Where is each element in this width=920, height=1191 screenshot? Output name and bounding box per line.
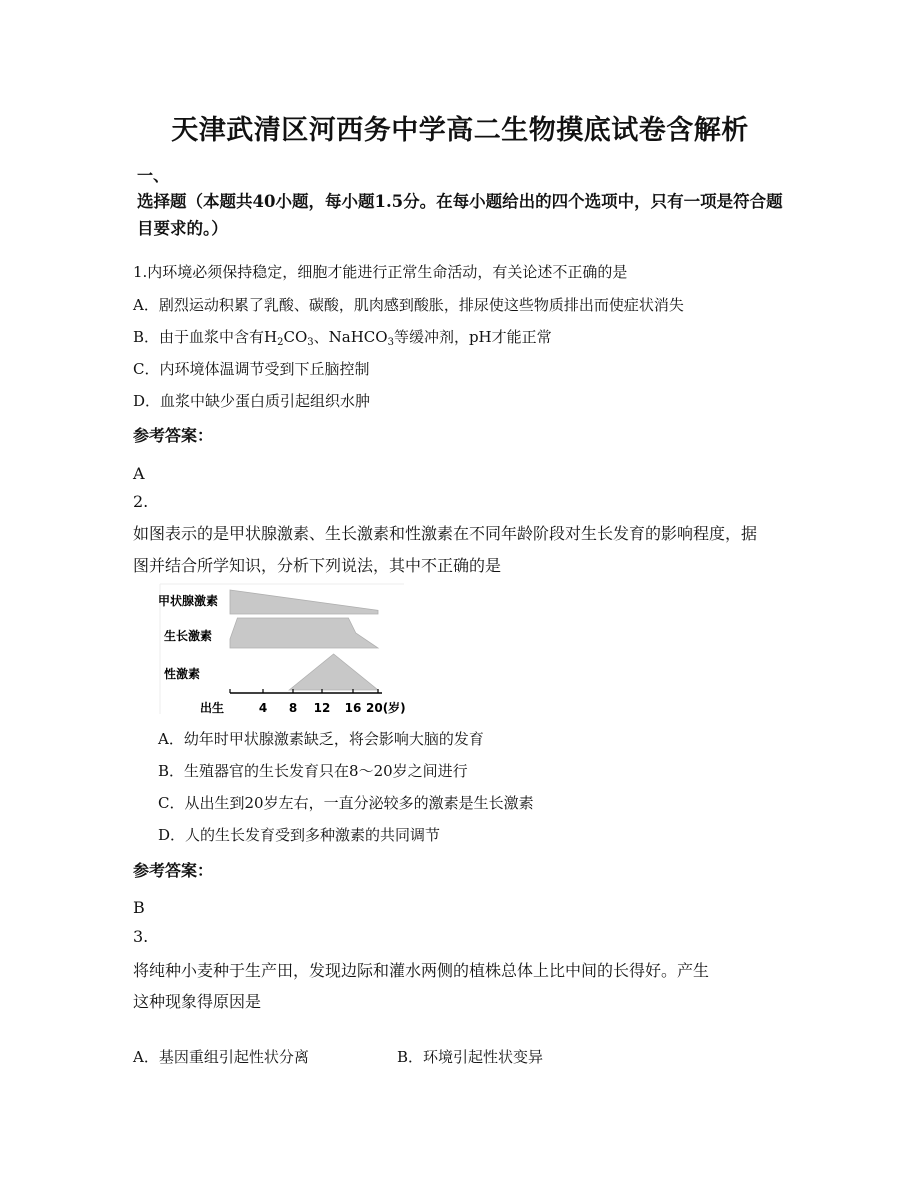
series-label: 甲状腺激素 xyxy=(158,594,219,608)
q3-option-b: B．环境引起性状变异 xyxy=(397,1048,544,1066)
q2-stem-line2: 图并结合所学知识，分析下列说法，其中不正确的是 xyxy=(133,556,502,575)
q1-option-b xyxy=(133,326,552,348)
x-tick-label: 12 xyxy=(313,701,331,715)
area-thyroid-hormone xyxy=(230,590,378,614)
x-tick-label: 8 xyxy=(288,701,298,715)
q1-option-b-text: CO xyxy=(283,328,308,346)
q1-stem: 1.内环境必须保持稳定，细胞才能进行正常生命活动，有关论述不正确的是 xyxy=(133,263,628,281)
x-tick-label: 16 xyxy=(344,701,362,715)
x-tick-label: 20(岁) xyxy=(366,701,406,715)
area-sex-hormone xyxy=(289,654,378,690)
q1-option-b-text: 等缓冲剂，pH才能正常 xyxy=(393,328,552,346)
q2-answer: B xyxy=(133,898,145,917)
q3-stem-line2: 这种现象得原因是 xyxy=(133,992,262,1011)
q2-option-b: B．生殖器官的生长发育只在8～20岁之间进行 xyxy=(158,762,468,780)
section-number: 一、 xyxy=(137,166,170,185)
q2-option-a: A．幼年时甲状腺激素缺乏，将会影响大脑的发育 xyxy=(158,730,484,748)
q1-option-b-text: 、NaHCO xyxy=(313,328,388,346)
x-tick-label: 出生 xyxy=(200,701,225,715)
section-heading: 选择题（本题共40小题，每小题1.5分。在每小题给出的四个选项中，只有一项是符合题目要求的。） xyxy=(137,192,783,238)
q2-option-d: D．人的生长发育受到多种激素的共同调节 xyxy=(158,826,441,844)
answer-label: 参考答案： xyxy=(133,426,214,445)
q2-option-c: C．从出生到20岁左右，一直分泌较多的激素是生长激素 xyxy=(158,794,534,812)
q2-number: 2. xyxy=(133,492,149,511)
q1-option-d: D．血浆中缺少蛋白质引起组织水肿 xyxy=(133,392,371,410)
hormone-chart xyxy=(156,582,406,722)
q2-stem-line1: 如图表示的是甲状腺激素、生长激素和性激素在不同年龄阶段对生长发育的影响程度，据 xyxy=(133,524,758,543)
q3-stem-line1: 将纯种小麦种于生产田，发现边际和灌水两侧的植株总体上比中间的长得好。产生 xyxy=(133,961,710,980)
page-title: 天津武清区河西务中学高二生物摸底试卷含解析 xyxy=(171,115,749,146)
q1-option-b-text: B．由于血浆中含有H xyxy=(133,328,278,346)
q3-option-a: A．基因重组引起性状分离 xyxy=(133,1048,309,1066)
answer-label: 参考答案： xyxy=(133,861,214,880)
q1-option-c: C．内环境体温调节受到下丘脑控制 xyxy=(133,360,370,378)
q3-number: 3. xyxy=(133,927,149,946)
series-label: 性激素 xyxy=(164,667,201,681)
q1-option-a: A．剧烈运动积累了乳酸、碳酸，肌肉感到酸胀，排尿使这些物质排出而使症状消失 xyxy=(133,296,684,314)
q1-answer: A xyxy=(133,464,145,483)
q1-option-b-sub: 2 xyxy=(277,337,284,348)
series-label: 生长激素 xyxy=(164,629,213,643)
q1-option-b-sub: 3 xyxy=(387,337,394,348)
x-tick-label: 4 xyxy=(258,701,268,715)
q1-option-b-sub: 3 xyxy=(307,337,314,348)
area-growth-hormone xyxy=(230,618,378,648)
